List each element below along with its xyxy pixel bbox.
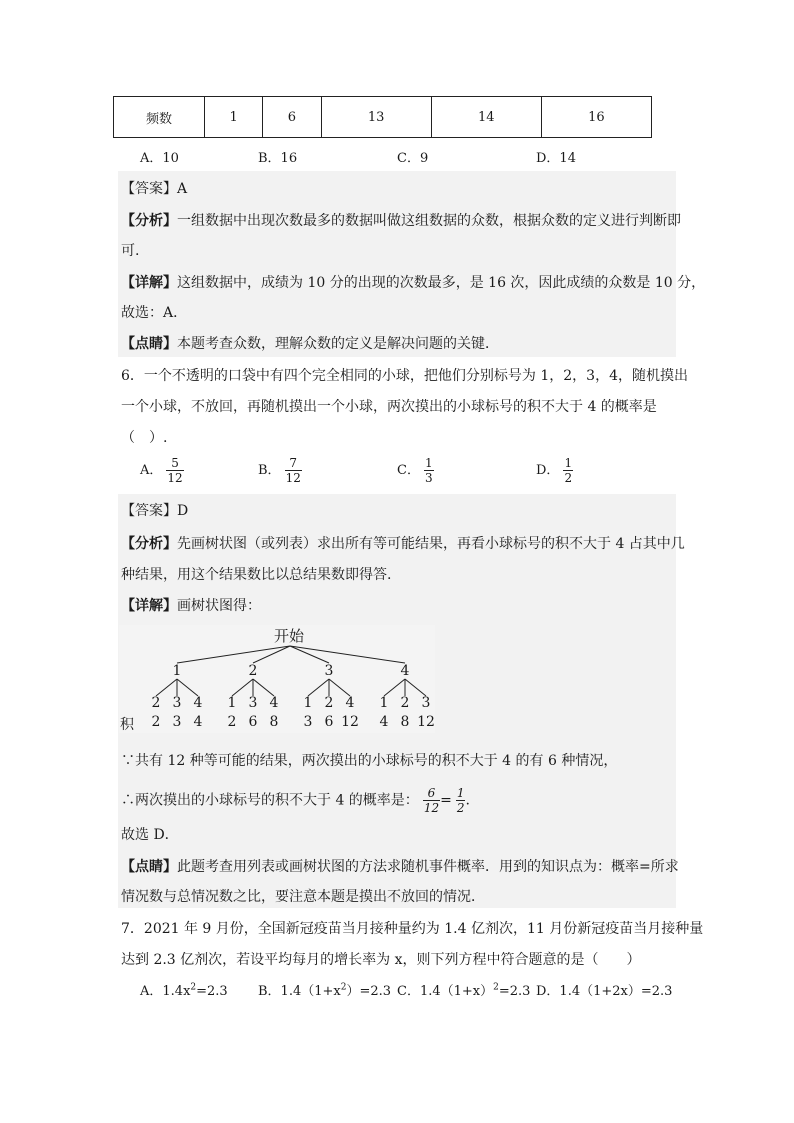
option-text: =2.3 [498, 984, 531, 999]
q5-option-d: D．14 [536, 151, 576, 166]
q7-option-c [397, 980, 530, 999]
tree-product: 8 [400, 714, 410, 730]
numerator: 1 [424, 456, 433, 470]
tree-product: 2 [227, 714, 237, 730]
tree-node-level2: 2 [400, 695, 410, 711]
tree-node-level1: 1 [172, 663, 182, 679]
tree-product: 4 [193, 714, 203, 730]
q6-option-a [140, 456, 184, 485]
numerator: 1 [564, 456, 573, 470]
comment-text: 此题考查用列表或画树状图的方法求随机事件概率．用到的知识点为：概率=所求 [177, 859, 679, 875]
denominator: 2 [456, 801, 465, 815]
conclusion-text: ∴两次摸出的小球标号的积不大于 4 的概率是： [121, 792, 419, 809]
q5-detail-cont: 故选：A． [121, 305, 188, 321]
q6-choose: 故选 D． [121, 827, 179, 843]
product-label: 积 [120, 717, 134, 733]
detail-text: 画树状图得： [177, 598, 261, 614]
tree-product: 2 [151, 714, 161, 730]
option-text: B．1.4（1+x [258, 984, 341, 999]
tree-node-level2: 4 [269, 695, 279, 711]
q5-comment [121, 333, 499, 353]
comment-tag: 【点睛】 [121, 336, 177, 352]
tree-product: 3 [172, 714, 182, 730]
analysis-tag: 【分析】 [121, 536, 177, 552]
tree-product: 8 [269, 714, 279, 730]
option-letter: B． [258, 463, 281, 478]
option-letter: A． [140, 463, 163, 478]
tree-product: 6 [248, 714, 258, 730]
fraction [424, 456, 434, 485]
tree-root: 开始 [274, 627, 305, 645]
option-letter: D． [536, 463, 560, 478]
tree-product: 6 [324, 714, 334, 730]
tree-node-level2: 2 [324, 695, 334, 711]
detail-tag: 【详解】 [121, 275, 177, 291]
superscript: 2 [190, 982, 197, 993]
table-cell: 16 [541, 97, 651, 138]
q6-stem-line-1: 6．一个不透明的口袋中有四个完全相同的小球，把他们分别标号为 1，2，3，4，随机摸出 [121, 368, 688, 384]
tree-node-level2: 4 [345, 695, 355, 711]
fraction [423, 786, 440, 815]
q5-answer: 【答案】A [121, 181, 188, 197]
q5-option-b: B．16 [258, 151, 298, 166]
q5-options [0, 147, 794, 165]
fraction [285, 456, 302, 485]
table-cell: 6 [263, 97, 321, 138]
numerator: 1 [456, 786, 465, 800]
q6-comment-cont: 情况数与总情况数之比，要注意本题是摸出不放回的情况． [121, 889, 485, 905]
tree-node-level1: 2 [248, 663, 258, 679]
q6-conclusion-b [121, 786, 470, 815]
analysis-text: 一组数据中出现次数最多的数据叫做这组数据的众数，根据众数的定义进行判断即 [177, 213, 681, 229]
q5-analysis [121, 210, 681, 230]
q6-option-d [536, 456, 573, 485]
analysis-text: 先画树状图（或列表）求出所有等可能结果，再看小球标号的积不大于 4 占其中几 [177, 536, 685, 552]
detail-text: 这组数据中，成绩为 10 分的出现的次数最多，是 16 次，因此成绩的众数是 10 分， [177, 275, 706, 291]
table-cell: 14 [431, 97, 541, 138]
q5-solution-block [118, 171, 676, 357]
q6-option-c [397, 456, 434, 485]
q7-option-d: D．1.4（1+2x）=2.3 [536, 984, 673, 999]
fraction [166, 456, 183, 485]
analysis-tag: 【分析】 [121, 213, 177, 229]
tree-node-level2: 3 [248, 695, 258, 711]
table-cell: 1 [205, 97, 263, 138]
q7-stem-line-2: 达到 2.3 亿剂次，若设平均每月的增长率为 x，则下列方程中符合题意的是（ ） [121, 952, 641, 968]
tree-node-level1: 3 [324, 663, 334, 679]
table-header-cell: 频数 [114, 97, 205, 138]
q7-option-b [258, 980, 391, 999]
q6-comment [121, 856, 679, 876]
tree-branch [290, 646, 405, 663]
q6-options [0, 456, 794, 490]
comment-text: 本题考查众数，理解众数的定义是解决问题的关键． [177, 336, 499, 352]
q6-conclusion-a: ∵共有 12 种等可能的结果，两次摸出的小球标号的积不大于 4 的有 6 种情况， [121, 753, 618, 769]
tree-diagram [119, 625, 435, 733]
superscript: 2 [493, 982, 499, 993]
q5-option-a: A．10 [140, 151, 179, 166]
tree-node-level2: 3 [172, 695, 182, 711]
tree-product: 4 [379, 714, 389, 730]
tree-node-level2: 1 [379, 695, 389, 711]
q6-analysis-cont: 种结果，用这个结果数比以总结果数即得答. [121, 567, 392, 583]
tree-node-level1: 4 [400, 663, 410, 679]
numerator: 7 [285, 456, 302, 471]
period: . [465, 792, 470, 809]
detail-tag: 【详解】 [121, 598, 177, 614]
table-row [114, 97, 652, 138]
tree-product: 12 [417, 714, 435, 730]
numerator: 5 [166, 456, 183, 471]
option-text: C．1.4（1+x） [397, 984, 494, 999]
denominator: 2 [564, 471, 573, 485]
q5-analysis-cont: 可. [121, 243, 140, 259]
numerator: 6 [423, 786, 440, 801]
tree-product: 12 [341, 714, 359, 730]
denominator: 12 [285, 471, 301, 485]
tree-node-level2: 1 [227, 695, 237, 711]
q6-analysis [121, 533, 685, 553]
q7-stem-line-1: 7．2021 年 9 月份，全国新冠疫苗当月接种量约为 1.4 亿剂次，11 月份新冠疫苗当月接种量 [121, 921, 704, 937]
q6-stem-line-2: 一个小球，不放回，再随机摸出一个小球，两次摸出的小球标号的积不大于 4 的概率是 [121, 399, 657, 415]
q6-option-b [258, 456, 302, 485]
q5-option-c: C．9 [397, 151, 429, 166]
tree-node-level2: 3 [421, 695, 431, 711]
option-letter: C． [397, 463, 420, 478]
q7-option-a [140, 980, 228, 999]
option-text: =2.3 [196, 984, 228, 999]
tree-branch [177, 646, 290, 663]
q6-stem-line-3: （ ）. [121, 430, 168, 446]
equals-sign: = [440, 792, 452, 809]
q7-options [0, 980, 794, 1000]
tree-product: 3 [303, 714, 313, 730]
option-text: A．1.4x [140, 984, 191, 999]
q5-detail [121, 272, 705, 292]
q6-detail [121, 595, 261, 615]
option-text: ）=2.3 [346, 984, 392, 999]
q6-answer: 【答案】D [121, 503, 189, 519]
table-cell: 13 [321, 97, 431, 138]
comment-tag: 【点睛】 [121, 859, 177, 875]
denominator: 3 [424, 471, 433, 485]
denominator: 12 [423, 801, 440, 815]
tree-node-level2: 1 [303, 695, 313, 711]
frequency-table [113, 96, 652, 138]
superscript: 2 [340, 982, 347, 993]
denominator: 12 [167, 471, 183, 485]
tree-node-level2: 2 [151, 695, 161, 711]
fraction [563, 456, 573, 485]
tree-node-level2: 4 [193, 695, 203, 711]
